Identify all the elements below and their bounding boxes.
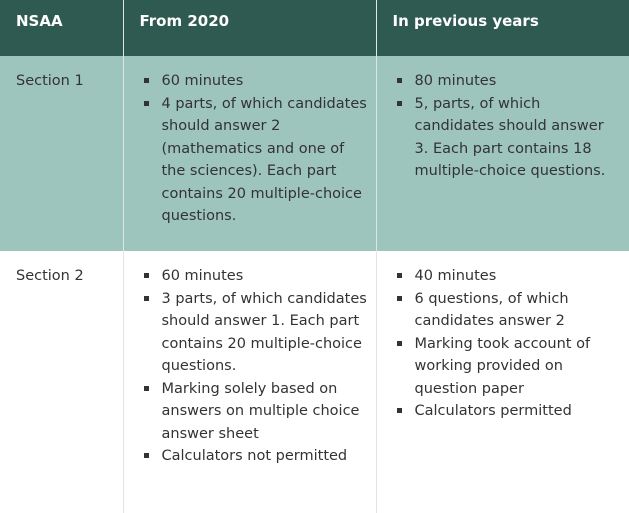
list-item bbox=[397, 265, 622, 288]
list-item-text: Marking took account of working provided on question paper bbox=[414, 335, 591, 397]
list-item-text: Calculators not permitted bbox=[161, 448, 348, 464]
bullet-icon bbox=[397, 273, 402, 278]
list-item bbox=[144, 445, 368, 468]
list-item bbox=[144, 70, 368, 93]
bullet-icon bbox=[397, 78, 402, 83]
bullet-icon bbox=[397, 341, 402, 346]
list-item-text: 4 parts, of which candidates should answer 2 (mathematics and one of the sciences). Each part contains 20 multiple-choice questions. bbox=[161, 95, 367, 224]
header-previous-years: In previous years bbox=[376, 0, 629, 56]
bullet-icon bbox=[144, 296, 149, 301]
cell-previous-years bbox=[376, 56, 629, 251]
list-item bbox=[144, 265, 368, 288]
cell-previous-years bbox=[376, 251, 629, 513]
row-label: Section 1 bbox=[0, 56, 123, 251]
header-from-2020: From 2020 bbox=[123, 0, 376, 56]
list-item-text: Marking solely based on answers on multiple choice answer sheet bbox=[161, 380, 360, 442]
bullet-icon bbox=[397, 296, 402, 301]
cell-from-2020 bbox=[123, 56, 376, 251]
list-item bbox=[397, 333, 622, 401]
bullet-icon bbox=[144, 78, 149, 83]
list-item bbox=[397, 93, 622, 183]
row-label: Section 2 bbox=[0, 251, 123, 513]
bullet-list bbox=[144, 265, 368, 468]
list-item bbox=[144, 93, 368, 228]
list-item-text: 60 minutes bbox=[161, 268, 244, 284]
bullet-list bbox=[144, 70, 368, 228]
bullet-icon bbox=[144, 273, 149, 278]
list-item bbox=[397, 400, 622, 423]
bullet-icon bbox=[397, 101, 402, 106]
bullet-icon bbox=[144, 453, 149, 458]
list-item-text: 80 minutes bbox=[414, 73, 497, 89]
cell-from-2020 bbox=[123, 251, 376, 513]
bullet-icon bbox=[397, 408, 402, 413]
bullet-list bbox=[397, 265, 622, 423]
list-item-text: 3 parts, of which candidates should answer 1. Each part contains 20 multiple-choice questions. bbox=[161, 290, 367, 374]
bullet-list bbox=[397, 70, 622, 183]
list-item bbox=[397, 288, 622, 333]
bullet-icon bbox=[144, 386, 149, 391]
list-item bbox=[144, 288, 368, 378]
bullet-icon bbox=[144, 101, 149, 106]
list-item-text: 60 minutes bbox=[161, 73, 244, 89]
list-item bbox=[397, 70, 622, 93]
list-item-text: 5, parts, of which candidates should answer 3. Each part contains 18 multiple-choice questions. bbox=[414, 95, 606, 179]
list-item-text: 40 minutes bbox=[414, 268, 497, 284]
list-item bbox=[144, 378, 368, 446]
list-item-text: Calculators permitted bbox=[414, 403, 572, 419]
table-row-section-2 bbox=[0, 251, 629, 513]
list-item-text: 6 questions, of which candidates answer 2 bbox=[414, 290, 569, 329]
table-row-section-1 bbox=[0, 56, 629, 251]
header-row bbox=[0, 0, 629, 56]
header-nsaa: NSAA bbox=[0, 0, 123, 56]
